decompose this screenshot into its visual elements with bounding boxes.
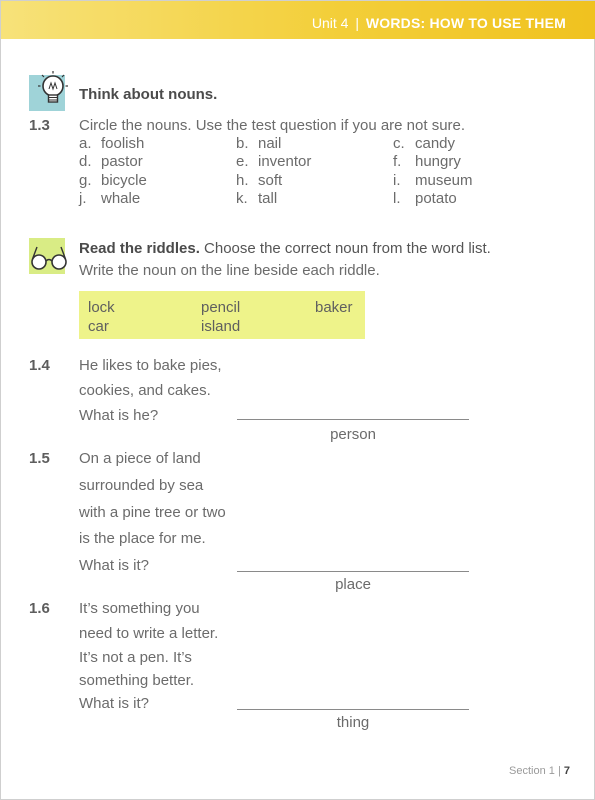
- riddle-line: It’s not a pen. It’s: [79, 649, 192, 666]
- riddle-line: What is it?: [79, 557, 150, 574]
- exercise-number: 1.5: [29, 450, 50, 467]
- choice-item: c. candy: [393, 135, 456, 152]
- unit-label: Unit 4: [311, 15, 349, 31]
- riddle-line: something better.: [79, 672, 195, 689]
- choice-item: j. whale: [79, 190, 141, 207]
- section-label: Section 1: [509, 765, 555, 777]
- choice-item: a. foolish: [79, 135, 145, 152]
- page-number: 7: [563, 765, 570, 777]
- lightbulb-icon: [29, 69, 71, 111]
- riddle-line: What is it?: [79, 695, 150, 712]
- exercise-number: 1.4: [29, 357, 50, 374]
- choice-item: k. tall: [236, 190, 278, 207]
- riddle-line: with a pine tree or two: [79, 504, 226, 521]
- word-list-item: pencil: [201, 299, 241, 316]
- word-list-item: island: [201, 318, 241, 335]
- riddle-line: On a piece of land: [79, 450, 201, 467]
- word-list-item: baker: [315, 299, 353, 316]
- riddle-line: It’s something you: [79, 600, 200, 617]
- exercise-number: 1.3: [29, 117, 50, 134]
- riddle-line: He likes to bake pies,: [79, 357, 222, 374]
- read-heading: Read the riddles. Choose the correct noun from the word list.: [79, 240, 491, 257]
- exercise-number: 1.6: [29, 600, 50, 617]
- choice-item: b. nail: [236, 135, 282, 152]
- think-heading: Think about nouns.: [79, 86, 218, 103]
- answer-category: place: [335, 576, 371, 593]
- header-title: [312, 15, 566, 31]
- riddle-line: need to write a letter.: [79, 625, 219, 642]
- glasses-icon: [29, 238, 71, 280]
- riddle-line: is the place for me.: [79, 530, 206, 547]
- word-list-box: [79, 291, 365, 339]
- read-instruction: Write the noun on the line beside each riddle.: [79, 262, 380, 279]
- word-list-item: lock: [88, 299, 115, 316]
- riddle-line: cookies, and cakes.: [79, 382, 211, 399]
- riddle-line: What is he?: [79, 407, 159, 424]
- answer-line[interactable]: [237, 709, 469, 710]
- answer-line[interactable]: [237, 419, 469, 420]
- unit-topic: WORDS: HOW TO USE THEM: [365, 15, 566, 31]
- exercise-instruction: Circle the nouns. Use the test question if you are not sure.: [79, 117, 466, 134]
- choice-item: l. potato: [393, 190, 457, 207]
- page-footer: [509, 765, 570, 777]
- footer-separator: |: [557, 765, 561, 777]
- choice-item: d. pastor: [79, 153, 143, 170]
- answer-line[interactable]: [237, 571, 469, 572]
- word-list-item: car: [88, 318, 109, 335]
- choice-item: h. soft: [236, 172, 283, 189]
- choice-item: e. inventor: [236, 153, 312, 170]
- answer-category: person: [330, 426, 376, 443]
- riddle-line: surrounded by sea: [79, 477, 204, 494]
- choice-item: i. museum: [393, 172, 473, 189]
- header-separator: |: [355, 15, 359, 31]
- choice-item: g. bicycle: [79, 172, 147, 189]
- answer-category: thing: [336, 714, 370, 731]
- choice-item: f. hungry: [393, 153, 461, 170]
